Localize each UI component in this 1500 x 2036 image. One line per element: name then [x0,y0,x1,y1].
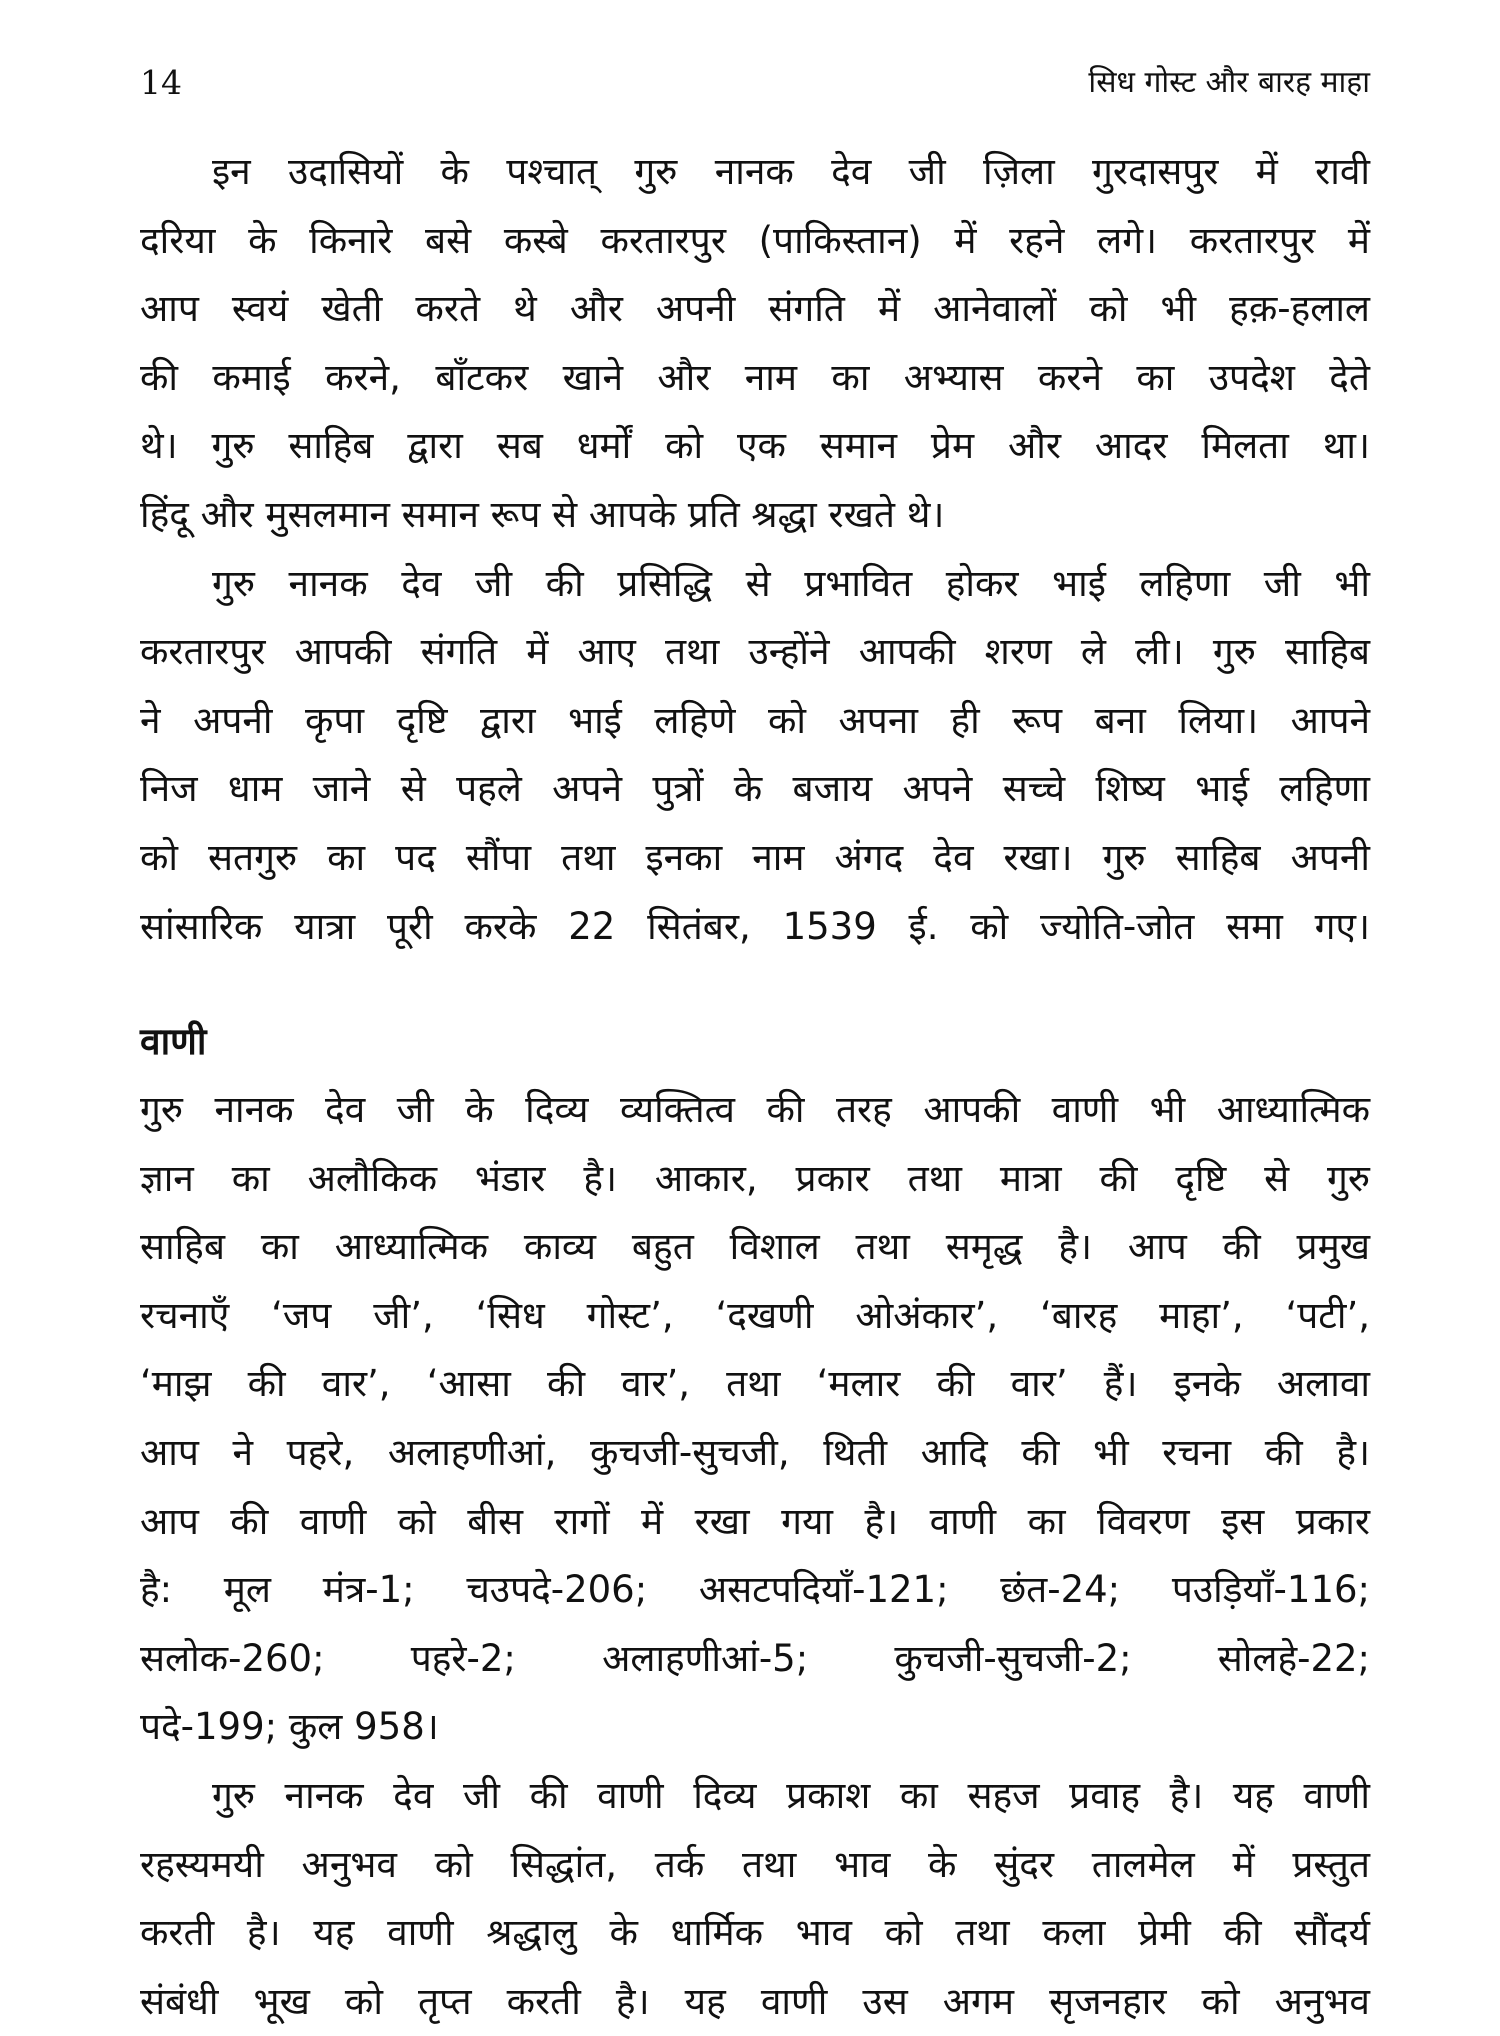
text-line: गुरु नानक देव जी के दिव्य व्यक्तित्व की तरह आपकी वाणी भी आध्यात्मिक [140,1088,1370,1131]
text-line: है: मूल मंत्र-1; चउपदे-206; असटपदियाँ-121; छंत-24; पउड़ियाँ-116; [140,1568,1370,1612]
text-line: करतारपुर आपकी संगति में आए तथा उन्होंने आपकी शरण ले ली। गुरु साहिब [140,630,1370,674]
paragraph [140,1076,1370,1762]
text-line: ‘माझ की वार’, ‘आसा की वार’, तथा ‘मलार की वार’ हैं। इनके अलावा [140,1362,1370,1406]
text-line: थे। गुरु साहिब द्वारा सब धर्मों को एक समान प्रेम और आदर मिलता था। [140,424,1370,468]
page-number: 14 [140,63,182,102]
text-line: ने अपनी कृपा दृष्टि द्वारा भाई लहिणे को अपना ही रूप बना लिया। आपने [140,698,1370,742]
section-intro [140,138,1370,961]
text-line: गुरु नानक देव जी की प्रसिद्धि से प्रभावित होकर भाई लहिणा जी भी [212,561,1370,605]
text-line: पदे-199; कुल 958। [140,1705,439,1749]
text-line: निज धाम जाने से पहले अपने पुत्रों के बजाय अपने सच्चे शिष्य भाई लहिणा [140,767,1370,811]
text-line: सलोक-260; पहरे-2; अलाहणीआं-5; कुचजी-सुचजी-2; सोलहे-22; [140,1636,1370,1680]
section-vani [140,1076,1370,2036]
text-line: रहस्यमयी अनुभव को सिद्धांत, तर्क तथा भाव के सुंदर तालमेल में प्रस्तुत [140,1842,1370,1886]
text-line: की कमाई करने, बाँटकर खाने और नाम का अभ्यास करने का उपदेश देते [140,355,1370,399]
text-line: करती है। यह वाणी श्रद्धालु के धार्मिक भाव को तथा कला प्रेमी की सौंदर्य [140,1911,1370,1955]
text-line: हिंदू और मुसलमान समान रूप से आपके प्रति श्रद्धा रखते थे। [140,492,945,536]
text-line: रचनाएँ ‘जप जी’, ‘सिध गोस्ट’, ‘दखणी ओअंकार’, ‘बारह माहा’, ‘पटी’, [140,1293,1370,1337]
paragraph [140,550,1370,962]
text-line: ज्ञान का अलौकिक भंडार है। आकार, प्रकार तथा मात्रा की दृष्टि से गुरु [140,1156,1370,1200]
text-line: आप ने पहरे, अलाहणीआं, कुचजी-सुचजी, थिती आदि की भी रचना की है। [140,1430,1370,1474]
page-header [140,58,1370,108]
text-line: संबंधी भूख को तृप्त करती है। यह वाणी उस अगम सृजनहार को अनुभव [140,1979,1370,2023]
paragraph [140,1762,1370,2036]
text-line: गुरु नानक देव जी की वाणी दिव्य प्रकाश का सहज प्रवाह है। यह वाणी [212,1773,1370,1817]
section-heading: वाणी [140,1020,207,1063]
paragraph [140,138,1370,550]
text-line: दरिया के किनारे बसे कस्बे करतारपुर (पाकिस्तान) में रहने लगे। करतारपुर में [140,218,1370,262]
text-line: आप की वाणी को बीस रागों में रखा गया है। वाणी का विवरण इस प्रकार [140,1499,1370,1543]
text-line: सांसारिक यात्रा पूरी करके 22 सितंबर, 1539 ई. को ज्योति-जोत समा गए। [140,904,1370,948]
text-line: को सतगुरु का पद सौंपा तथा इनका नाम अंगद देव रखा। गुरु साहिब अपनी [140,835,1370,879]
text-line: इन उदासियों के पश्चात् गुरु नानक देव जी ज़िला गुरदासपुर में रावी [212,150,1370,193]
running-title: सिध गोस्ट और बारह माहा [1088,65,1370,100]
text-line: साहिब का आध्यात्मिक काव्य बहुत विशाल तथा समृद्ध है। आप की प्रमुख [140,1225,1370,1269]
text-line: आप स्वयं खेती करते थे और अपनी संगति में आनेवालों को भी हक़-हलाल [140,287,1370,331]
